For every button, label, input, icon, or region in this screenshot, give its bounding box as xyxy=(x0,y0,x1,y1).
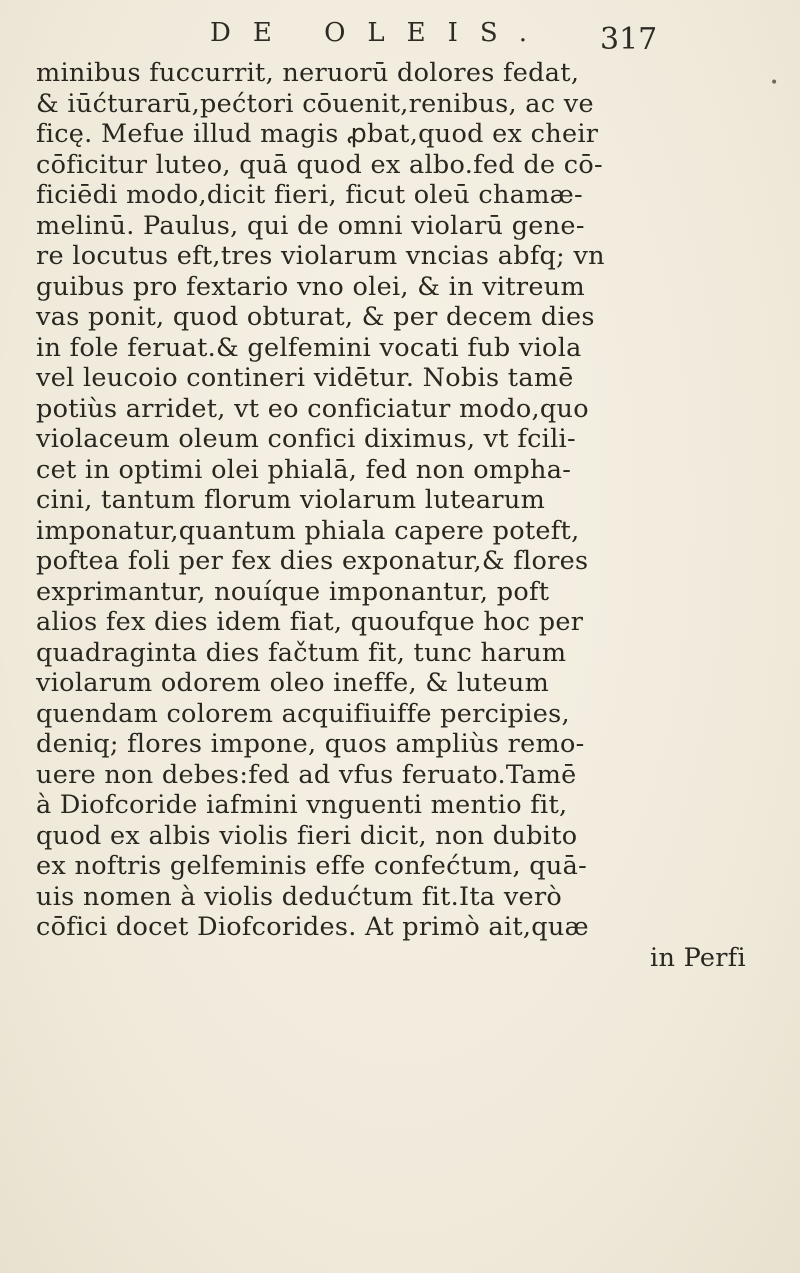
text-line: imponatur,quantum phiala capere poteft, xyxy=(36,515,580,546)
text-line: cet in optimi olei phialā, fed non ompha- xyxy=(36,454,572,485)
text-line: exprimantur, nouíque imponantur, poft xyxy=(36,576,550,607)
text-line: uere non debes:fed ad vfus feruato.Tamē xyxy=(36,759,577,790)
text-line: in Perfi xyxy=(650,942,746,973)
text-line: cōficitur luteo, quā quod ex albo.fed de cō- xyxy=(36,149,603,180)
text-line: & iūćturarū,pećtori cōuenit,renibus, ac ve xyxy=(36,88,594,119)
text-line: cōfici docet Diofcorides. At primò ait,quæ xyxy=(36,912,589,942)
margin-mark: • xyxy=(770,75,779,91)
text-line: quendam colorem acquifiuiffe percipies, xyxy=(36,698,570,729)
text-line: guibus pro fextario vno olei, & in vitreum xyxy=(36,271,586,302)
text-line: melinū. Paulus, qui de omni violarū gene- xyxy=(36,210,585,241)
text-line: violarum odorem oleo ineffe, & luteum xyxy=(36,668,550,698)
running-head: DE OLEIS. xyxy=(210,18,550,48)
text-line: quod ex albis violis fieri dicit, non dubito xyxy=(36,820,578,851)
text-line: ficiēdi modo,dicit fieri, ficut oleū chamæ- xyxy=(36,180,583,210)
text-line: deniq; flores impone, quos ampliùs remo- xyxy=(36,729,585,759)
text-line: in fole feruat.& gelfemini vocati fub viola xyxy=(36,332,582,363)
text-line: ex noftris gelfeminis effe confećtum, quā- xyxy=(36,851,588,881)
text-line: ficę. Mefue illud magis ꝓbat,quod ex cheir xyxy=(36,119,599,149)
text-line: cini, tantum florum violarum lutearum xyxy=(36,485,546,515)
text-line: vas ponit, quod obturat, & per decem dies xyxy=(36,302,595,332)
text-line: re locutus eft,tres violarum vncias abfq; vn xyxy=(36,241,605,271)
page-number: 317 xyxy=(600,22,658,57)
text-line: quadraginta dies fačtum fit, tunc harum xyxy=(36,637,567,668)
text-line: à Diofcoride iafmini vnguenti mentio fit, xyxy=(36,790,568,820)
text-line: minibus fuccurrit, neruorū dolores fedat, xyxy=(36,58,580,88)
text-line: alios fex dies idem fiat, quoufque hoc per xyxy=(36,607,584,637)
page-header xyxy=(0,14,800,58)
text-line: potiùs arridet, vt eo conficiatur modo,quo xyxy=(36,393,589,424)
text-line: poftea foli per fex dies exponatur,& flores xyxy=(36,546,589,576)
text-line: vel leucoio contineri vidētur. Nobis tamē xyxy=(36,363,574,393)
text-line: violaceum oleum confici diximus, vt fcili- xyxy=(36,424,576,454)
text-line: uis nomen à violis dedućtum fit.Ita verò xyxy=(36,881,563,912)
body-text xyxy=(36,58,756,973)
